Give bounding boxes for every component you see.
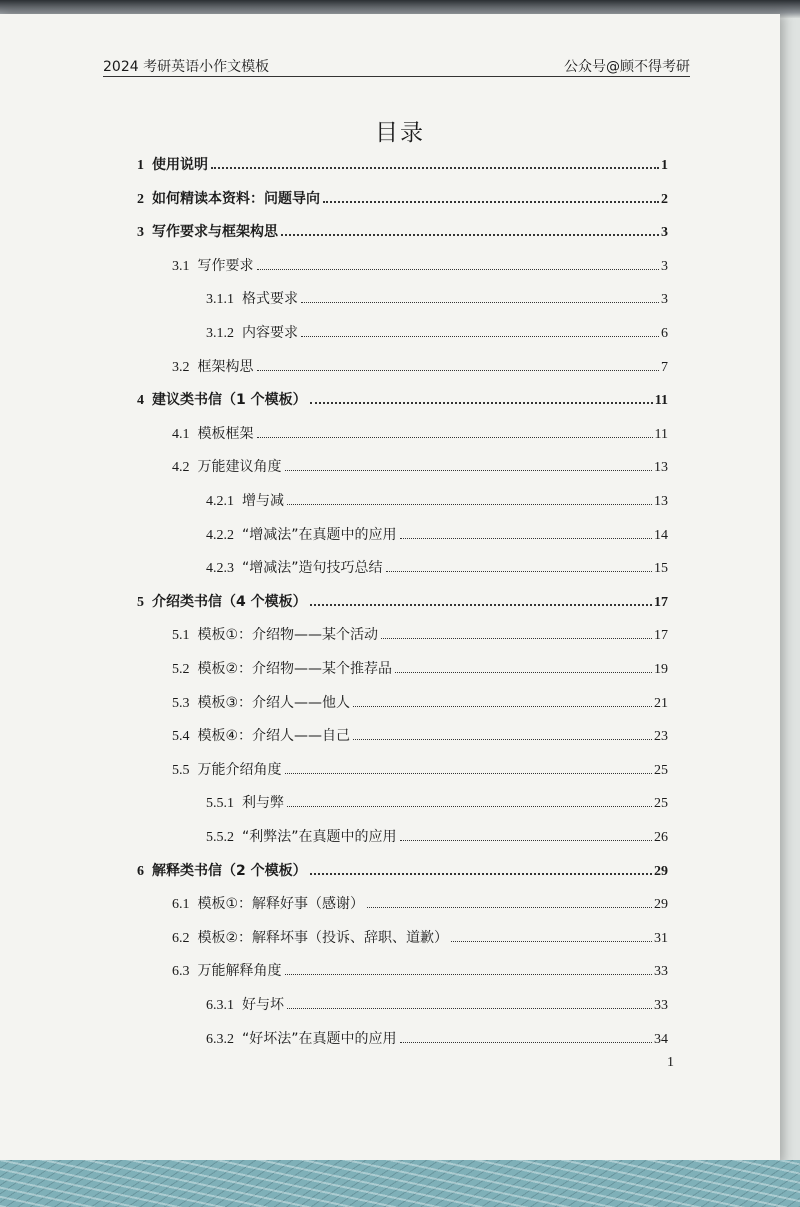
- page-title: 目录: [375, 120, 425, 146]
- toc-leader-dots: [310, 873, 652, 875]
- toc-entry-page: 11: [654, 393, 668, 409]
- toc-entry[interactable]: [206, 320, 668, 342]
- toc-leader-dots: [310, 402, 653, 404]
- toc-entry-number: 6.2: [172, 930, 190, 946]
- toc-entry-page: 11: [654, 426, 668, 442]
- toc-entry[interactable]: [137, 589, 668, 611]
- toc-entry-title: 模板①：介绍物——某个活动: [197, 627, 379, 644]
- toc-entry[interactable]: [206, 992, 668, 1014]
- toc-entry-title: 万能介绍角度: [197, 761, 282, 778]
- toc-entry-page: 34: [654, 1031, 668, 1047]
- toc-entry-title: 模板①：解释好事（感谢）: [197, 896, 365, 913]
- toc-entry[interactable]: [206, 522, 668, 544]
- toc-entry-title: 增与减: [242, 493, 284, 509]
- toc-leader-dots: [287, 504, 652, 505]
- toc-entry-number: 2: [137, 191, 144, 207]
- toc-leader-dots: [400, 538, 652, 539]
- toc-entry[interactable]: [206, 1026, 668, 1048]
- toc-entry-title: 模板②：解释坏事（投诉、辞职、道歉）: [197, 929, 449, 946]
- header-title: 2024 考研英语小作文模板: [103, 59, 270, 75]
- toc-entry-page: 31: [654, 930, 668, 946]
- toc-entry-page: 7: [661, 359, 668, 375]
- toc-entry-page: 13: [654, 460, 668, 476]
- toc-entry-title: 解释类书信（2 个模板）: [152, 862, 307, 879]
- toc-leader-dots: [310, 604, 652, 606]
- toc-entry-title: 使用说明: [152, 157, 208, 173]
- toc-entry-title: 建议类书信（1 个模板）: [152, 392, 307, 409]
- toc-entry[interactable]: [137, 858, 668, 880]
- toc-entry-number: 1: [137, 158, 144, 173]
- toc-entry-number: 5.2: [172, 662, 190, 677]
- toc-entry-number: 6.3.1: [206, 998, 234, 1013]
- toc-entry-page: 29: [654, 897, 668, 913]
- toc-entry[interactable]: [137, 219, 668, 241]
- toc-entry-page: 13: [654, 494, 668, 509]
- toc-entry-page: 17: [654, 594, 668, 610]
- toc-leader-dots: [287, 806, 652, 807]
- toc-entry-number: 3.1: [172, 258, 190, 274]
- toc-entry-title: 万能解释角度: [197, 963, 282, 980]
- toc-entry[interactable]: [172, 891, 668, 913]
- toc-entry-title: “利弊法”在真题中的应用: [242, 829, 397, 845]
- toc-leader-dots: [386, 571, 652, 572]
- toc-entry-title: 模板④：介绍人——自己: [197, 728, 351, 745]
- toc-entry-number: 5: [137, 594, 144, 610]
- toc-entry-title: “好坏法”在真题中的应用: [242, 1030, 397, 1047]
- toc-entry[interactable]: [172, 354, 668, 376]
- toc-leader-dots: [257, 269, 660, 270]
- toc-entry-page: 3: [661, 225, 668, 241]
- toc-entry-title: 写作要求与框架构思: [152, 224, 278, 241]
- toc-entry-number: 5.5.2: [206, 830, 234, 845]
- toc-entry-title: 模板③：介绍人——他人: [197, 694, 351, 711]
- toc-entry-number: 4.2.2: [206, 527, 234, 543]
- toc-entry-page: 1: [661, 158, 668, 173]
- toc-entry-title: 模板②：介绍物——某个推荐品: [197, 661, 393, 677]
- toc-leader-dots: [285, 773, 653, 774]
- toc-entry[interactable]: [137, 387, 668, 409]
- toc-entry-number: 4: [137, 393, 144, 409]
- toc-entry[interactable]: [172, 757, 668, 779]
- toc-entry-title: 模板框架: [197, 425, 254, 442]
- toc-entry[interactable]: [137, 186, 668, 208]
- toc-entry-number: 6.3: [172, 964, 190, 980]
- toc-entry-page: 2: [661, 191, 668, 207]
- toc-entry[interactable]: [172, 454, 668, 476]
- toc-leader-dots: [211, 167, 659, 169]
- toc-entry-number: 5.3: [172, 695, 190, 711]
- toc-entry-number: 4.2.1: [206, 494, 234, 509]
- toc-leader-dots: [285, 974, 653, 975]
- toc-entry-page: 19: [654, 662, 668, 677]
- header-account: 公众号@顾不得考研: [564, 59, 690, 75]
- toc-entry-number: 4.2: [172, 460, 190, 476]
- toc-entry-number: 6.3.2: [206, 1031, 234, 1047]
- toc-leader-dots: [381, 638, 652, 639]
- toc-entry[interactable]: [206, 790, 668, 812]
- toc-entry-number: 5.5: [172, 762, 190, 778]
- toc-leader-dots: [451, 941, 652, 942]
- toc-entry-number: 5.1: [172, 628, 190, 644]
- toc-entry-page: 6: [661, 326, 668, 341]
- toc-entry-number: 3: [137, 225, 144, 241]
- toc-entry-page: 3: [661, 258, 668, 274]
- toc-entry-page: 21: [654, 695, 668, 711]
- toc-entry[interactable]: [172, 690, 668, 712]
- toc-entry-number: 5.4: [172, 729, 190, 745]
- toc-leader-dots: [257, 437, 653, 438]
- toc-leader-dots: [287, 1008, 652, 1009]
- toc-entry-number: 3.2: [172, 359, 190, 375]
- toc-entry[interactable]: [172, 622, 668, 644]
- toc-leader-dots: [367, 907, 652, 908]
- toc-leader-dots: [395, 672, 652, 673]
- toc-entry-page: 29: [654, 863, 668, 879]
- toc-leader-dots: [285, 470, 653, 471]
- toc-entry-page: 33: [654, 998, 668, 1013]
- table-surface: [0, 1160, 800, 1207]
- toc-entry[interactable]: [172, 253, 668, 275]
- toc-entry[interactable]: [206, 286, 668, 308]
- toc-entry-number: 6.1: [172, 897, 190, 913]
- toc-leader-dots: [353, 739, 652, 740]
- toc-leader-dots: [257, 370, 660, 371]
- toc-entry-title: “增减法”在真题中的应用: [242, 526, 397, 543]
- toc-entry-page: 33: [654, 964, 668, 980]
- toc-entry-title: 如何精读本资料：问题导向: [152, 190, 320, 207]
- toc-entry-page: 23: [654, 729, 668, 745]
- toc-entry[interactable]: [172, 723, 668, 745]
- toc-entry-title: 万能建议角度: [197, 459, 282, 476]
- toc-entry-number: 4.1: [172, 426, 190, 442]
- toc-leader-dots: [400, 1042, 652, 1043]
- toc-entry-title: 格式要求: [242, 291, 298, 308]
- toc-entry-number: 5.5.1: [206, 796, 234, 812]
- toc-entry-title: 好与坏: [242, 997, 284, 1013]
- page-number: 1: [667, 1055, 674, 1070]
- toc-entry-page: 25: [654, 796, 668, 812]
- toc-entry-number: 3.1.2: [206, 326, 234, 341]
- toc-entry-page: 15: [654, 561, 668, 577]
- toc-leader-dots: [301, 336, 659, 337]
- toc-entry-title: 框架构思: [197, 358, 254, 375]
- toc-entry-title: 介绍类书信（4 个模板）: [152, 593, 307, 610]
- toc-entry-page: 17: [654, 628, 668, 644]
- toc-entry[interactable]: [172, 656, 668, 678]
- toc-leader-dots: [400, 840, 652, 841]
- toc-leader-dots: [301, 302, 659, 303]
- toc-entry-page: 25: [654, 762, 668, 778]
- page-header: [103, 46, 690, 77]
- toc-entry[interactable]: [172, 421, 668, 443]
- toc-entry-number: 3.1.1: [206, 292, 234, 308]
- toc-leader-dots: [323, 201, 659, 203]
- toc-entry-page: 14: [654, 527, 668, 543]
- toc-leader-dots: [353, 706, 652, 707]
- toc-entry[interactable]: [206, 824, 668, 846]
- toc-entry-title: 写作要求: [197, 257, 254, 274]
- toc-leader-dots: [281, 234, 659, 236]
- toc-entry-title: 内容要求: [242, 325, 298, 341]
- toc-entry[interactable]: [172, 958, 668, 980]
- toc-entry[interactable]: [206, 555, 668, 577]
- toc-entry-page: 3: [661, 292, 668, 308]
- toc-entry-title: “增减法”造句技巧总结: [242, 560, 383, 577]
- toc-entry[interactable]: [137, 152, 668, 174]
- toc-entry[interactable]: [172, 925, 668, 947]
- toc-entry-number: 6: [137, 863, 144, 879]
- toc-entry-title: 利与弊: [242, 795, 284, 812]
- toc-entry-number: 4.2.3: [206, 561, 234, 577]
- toc-entry-page: 26: [654, 830, 668, 845]
- toc-entry[interactable]: [206, 488, 668, 510]
